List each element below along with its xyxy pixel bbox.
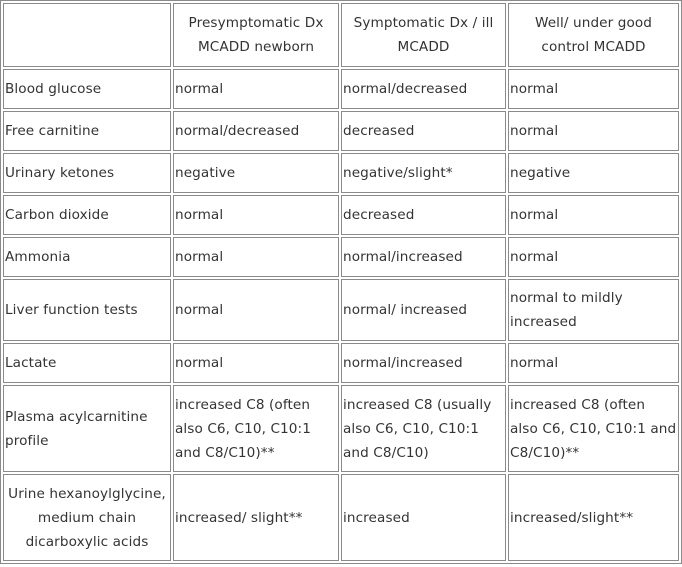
cell-presymptomatic: normal xyxy=(173,279,339,341)
table-row xyxy=(3,153,679,193)
cell-presymptomatic: normal xyxy=(173,195,339,235)
cell-well: normal xyxy=(508,343,679,383)
cell-presymptomatic: normal/decreased xyxy=(173,111,339,151)
cell-presymptomatic: negative xyxy=(173,153,339,193)
table-row xyxy=(3,237,679,277)
cell-presymptomatic: normal xyxy=(173,343,339,383)
cell-symptomatic: normal/decreased xyxy=(341,69,506,109)
row-label: Urinary ketones xyxy=(3,153,171,193)
table-row xyxy=(3,111,679,151)
cell-well: increased/slight** xyxy=(508,474,679,561)
row-label: Liver function tests xyxy=(3,279,171,341)
cell-symptomatic: normal/increased xyxy=(341,343,506,383)
row-label: Blood glucose xyxy=(3,69,171,109)
table-row xyxy=(3,474,679,561)
cell-symptomatic: decreased xyxy=(341,195,506,235)
cell-well: increased C8 (often also C6, C10, C10:1 and C8/C10)** xyxy=(508,385,679,472)
row-label: Lactate xyxy=(3,343,171,383)
table-row xyxy=(3,343,679,383)
cell-symptomatic: decreased xyxy=(341,111,506,151)
row-label: Urine hexanoylglycine, medium chain dicarboxylic acids xyxy=(3,474,171,561)
row-label: Ammonia xyxy=(3,237,171,277)
header-cell-well: Well/ under good control MCADD xyxy=(508,3,679,67)
cell-presymptomatic: normal xyxy=(173,237,339,277)
cell-presymptomatic: increased/ slight** xyxy=(173,474,339,561)
header-cell-presymptomatic: Presymptomatic Dx MCADD newborn xyxy=(173,3,339,67)
cell-well: normal to mildly increased xyxy=(508,279,679,341)
cell-symptomatic: increased xyxy=(341,474,506,561)
row-label: Free carnitine xyxy=(3,111,171,151)
cell-well: negative xyxy=(508,153,679,193)
cell-presymptomatic: increased C8 (often also C6, C10, C10:1 and C8/C10)** xyxy=(173,385,339,472)
header-cell-symptomatic: Symptomatic Dx / ill MCADD xyxy=(341,3,506,67)
row-label: Plasma acylcarnitine profile xyxy=(3,385,171,472)
header-cell-empty xyxy=(3,3,171,67)
table-row xyxy=(3,195,679,235)
cell-presymptomatic: normal xyxy=(173,69,339,109)
cell-symptomatic: negative/slight* xyxy=(341,153,506,193)
table-row xyxy=(3,69,679,109)
cell-well: normal xyxy=(508,111,679,151)
cell-well: normal xyxy=(508,237,679,277)
cell-symptomatic: normal/increased xyxy=(341,237,506,277)
row-label: Carbon dioxide xyxy=(3,195,171,235)
cell-symptomatic: normal/ increased xyxy=(341,279,506,341)
table-row xyxy=(3,279,679,341)
cell-well: normal xyxy=(508,69,679,109)
table-row xyxy=(3,385,679,472)
header-row xyxy=(3,3,679,67)
cell-well: normal xyxy=(508,195,679,235)
cell-symptomatic: increased C8 (usually also C6, C10, C10:1 and C8/C10) xyxy=(341,385,506,472)
